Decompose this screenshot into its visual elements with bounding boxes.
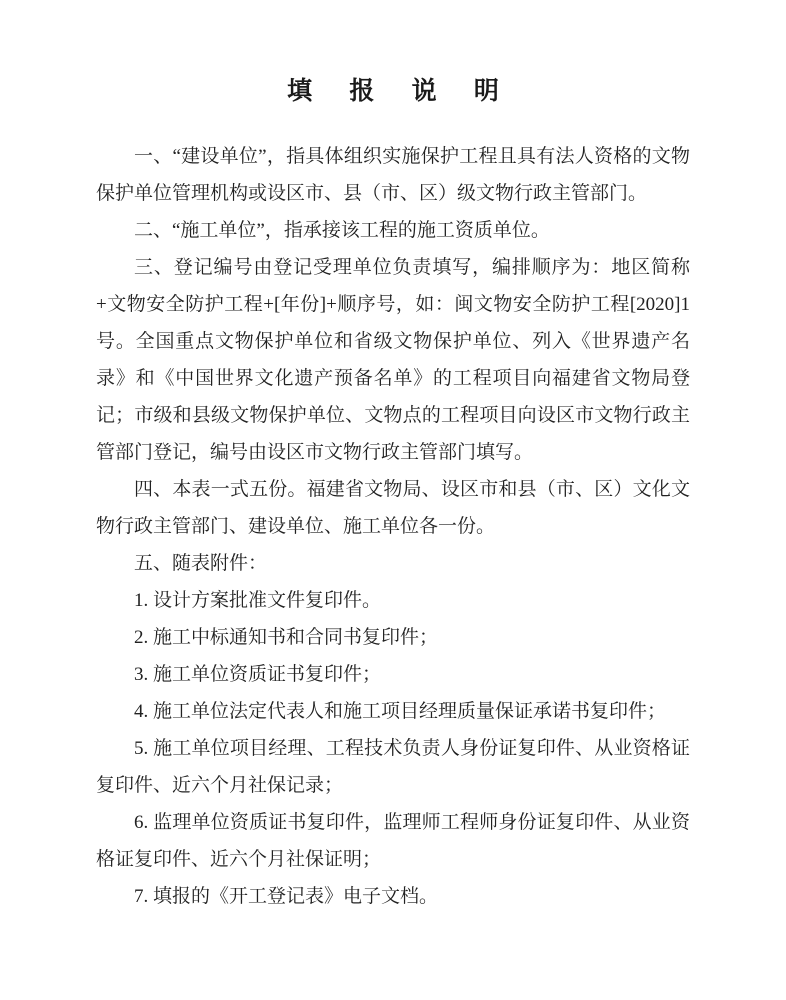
attachment-item-1: 1. 设计方案批准文件复印件。 xyxy=(134,590,382,611)
attachment-item-2: 2. 施工中标通知书和合同书复印件； xyxy=(134,627,439,648)
paragraph-item-4: 四、本表一式五份。福建省文物局、设区市和县（市、区）文化文物行政主管部门、建设单位、施工单位各一份。 xyxy=(96,479,690,537)
attachment-item-6: 6. 监理单位资质证书复印件，监理师工程师身份证复印件、从业资格证复印件、近六个月社保证明； xyxy=(96,812,690,870)
paragraph-item-5: 五、随表附件： xyxy=(134,553,268,574)
attachment-item-3: 3. 施工单位资质证书复印件； xyxy=(134,664,382,685)
document-title: 填 报 说 明 xyxy=(287,78,515,105)
paragraph-item-1: 一、“建设单位”，指具体组织实施保护工程且具有法人资格的文物保护单位管理机构或设区市、县（市、区）级文物行政主管部门。 xyxy=(96,146,690,204)
attachment-item-4: 4. 施工单位法定代表人和施工项目经理质量保证承诺书复印件； xyxy=(134,701,667,722)
paragraph-item-2: 二、“施工单位”，指承接该工程的施工资质单位。 xyxy=(134,220,550,241)
attachment-item-7: 7. 填报的《开工登记表》电子文档。 xyxy=(134,886,439,907)
paragraph-item-3: 三、登记编号由登记受理单位负责填写，编排顺序为：地区简称+文物安全防护工程+[年份]+顺序号，如：闽文物安全防护工程[2020]1号。全国重点文物保护单位和省级文物保护单位、列入《世界遗产名录》和《中国世界文化遗产预备名单》的工程项目向福建省文物局登记；市级和县级文物保护单位、文物点的工程项目向设区市文物行政主管部门登记，编号由设区市文物行政主管部门填写。 xyxy=(96,257,690,463)
attachment-item-5: 5. 施工单位项目经理、工程技术负责人身份证复印件、从业资格证复印件、近六个月社保记录； xyxy=(96,738,690,796)
